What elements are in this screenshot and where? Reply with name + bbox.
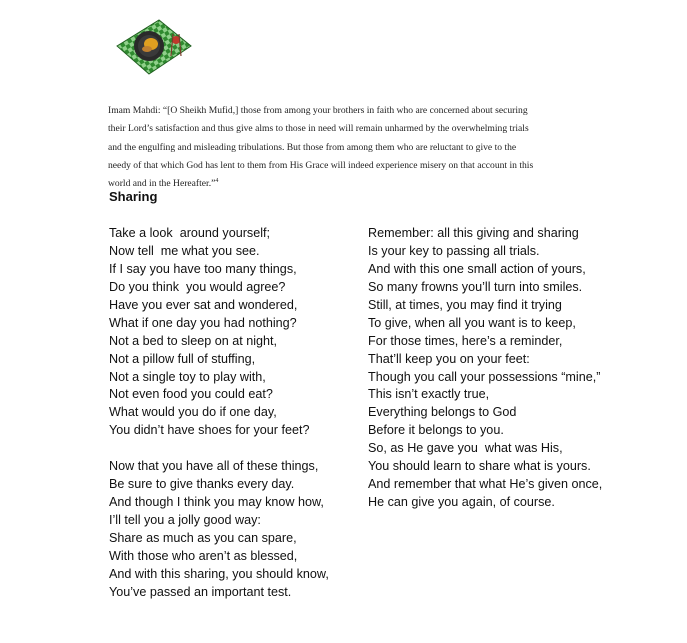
poem-left-column bbox=[109, 225, 359, 602]
poem-line: To give, when all you want is to keep, bbox=[368, 315, 576, 330]
poem-line: Do you think you would agree? bbox=[109, 279, 286, 294]
poem-line: Not a single toy to play with, bbox=[109, 369, 266, 384]
poem-line: Now that you have all of these things, bbox=[109, 459, 319, 474]
poem-line: What would you do if one day, bbox=[109, 405, 277, 420]
quote-line-text: world and in the Hereafter.” bbox=[108, 178, 216, 190]
poem-line: He can give you again, of course. bbox=[368, 495, 555, 510]
quote-line bbox=[108, 175, 608, 193]
poem-line: Have you ever sat and wondered, bbox=[109, 297, 298, 312]
quote-block bbox=[108, 102, 608, 193]
poem-line: For those times, here’s a reminder, bbox=[368, 333, 563, 348]
poem-title: Sharing bbox=[109, 189, 158, 204]
footnote-marker: 4 bbox=[215, 178, 219, 184]
poem-line: Not a bed to sleep on at night, bbox=[109, 333, 278, 348]
poem-line: Still, at times, you may find it trying bbox=[368, 297, 562, 312]
poem-line: So, as He gave you what was His, bbox=[368, 441, 563, 456]
quote-line: needy of that which God has lent to them from His Grace will indeed experience misery on that account in this bbox=[108, 159, 534, 171]
poem-line: You should learn to share what is yours. bbox=[368, 459, 591, 474]
poem-line: Not even food you could eat? bbox=[109, 387, 273, 402]
quote-line: their Lord’s satisfaction and thus give alms to those in need will remain unharmed by the overwhelming trials bbox=[108, 123, 529, 135]
poem-line: If I say you have too many things, bbox=[109, 261, 297, 276]
poem-line: Not a pillow full of stuffing, bbox=[109, 351, 256, 366]
poem-line: Though you call your possessions “mine,” bbox=[368, 369, 601, 384]
poem-line: This isn’t exactly true, bbox=[368, 387, 490, 402]
poem-line: Share as much as you can spare, bbox=[109, 530, 297, 545]
poem-line: Be sure to give thanks every day. bbox=[109, 477, 295, 492]
poem-line: And with this one small action of yours, bbox=[368, 261, 586, 276]
poem-line: And though I think you may know how, bbox=[109, 495, 324, 510]
poem-line: So many frowns you’ll turn into smiles. bbox=[368, 279, 583, 294]
quote-line: and the engulfing and misleading tribulations. But those from among them who are reluctant to give to the bbox=[108, 141, 517, 153]
poem-right-column bbox=[368, 225, 628, 512]
poem-line: Take a look around yourself; bbox=[109, 226, 271, 240]
poem-line: Remember: all this giving and sharing bbox=[368, 226, 579, 240]
poem-line: You’ve passed an important test. bbox=[109, 584, 292, 599]
quote-line: Imam Mahdi: “[O Sheikh Mufid,] those from among your brothers in faith who are concerned about securing bbox=[108, 105, 528, 116]
poem-line: That’ll keep you on your feet: bbox=[368, 351, 530, 366]
poem-line: Everything belongs to God bbox=[368, 405, 517, 420]
poem-line: With those who aren’t as blessed, bbox=[109, 548, 298, 563]
poem-line: And remember that what He’s given once, bbox=[368, 477, 603, 492]
poem-line: Is your key to passing all trials. bbox=[368, 243, 540, 258]
picnic-blanket-illustration bbox=[113, 16, 195, 78]
poem-line: I’ll tell you a jolly good way: bbox=[109, 513, 261, 527]
poem-line: And with this sharing, you should know, bbox=[109, 566, 329, 581]
poem-line: You didn’t have shoes for your feet? bbox=[109, 423, 310, 438]
stanza-break bbox=[109, 440, 359, 458]
poem-line: Before it belongs to you. bbox=[368, 423, 504, 438]
poem-line: Now tell me what you see. bbox=[109, 243, 260, 258]
poem-line: What if one day you had nothing? bbox=[109, 315, 297, 330]
